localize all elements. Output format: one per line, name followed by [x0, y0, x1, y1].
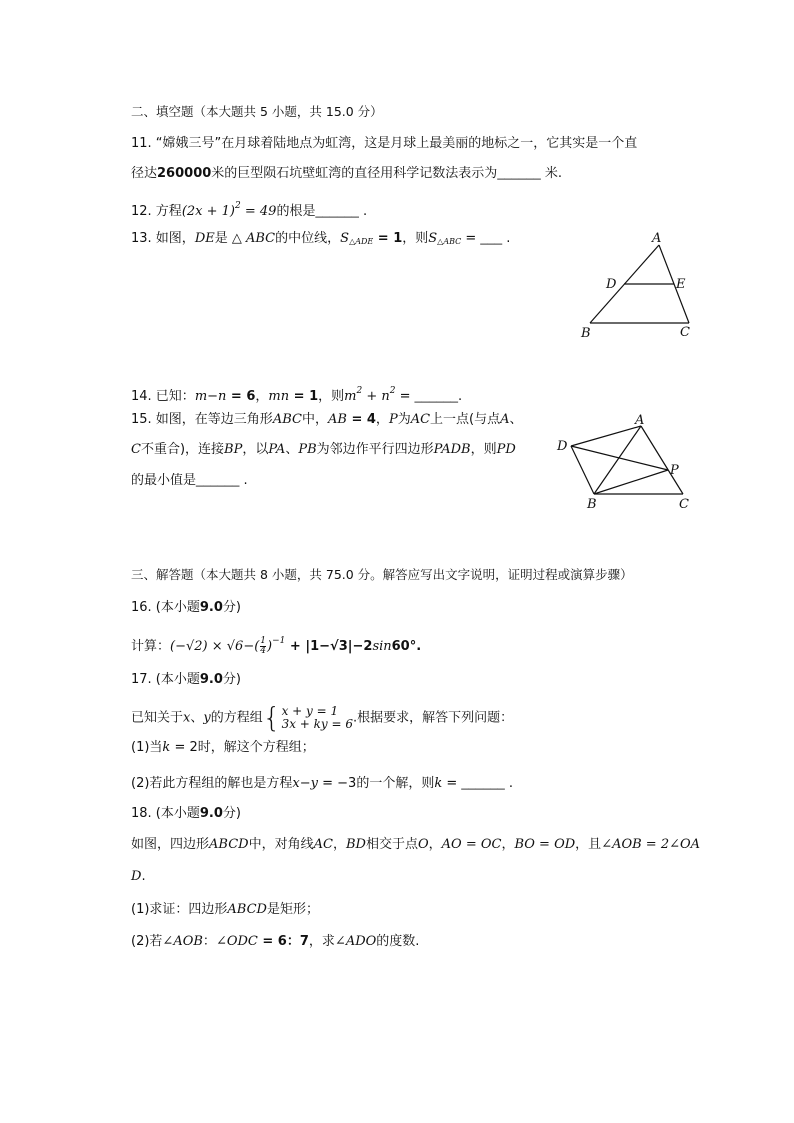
- text: .: [502, 231, 511, 246]
- text: 米.: [540, 166, 562, 181]
- math-text: ABC: [272, 412, 302, 427]
- text: 18. (本小题: [131, 806, 200, 821]
- math-text: ABC: [246, 231, 276, 246]
- text: + |1−√3|−2: [285, 639, 373, 654]
- text: 的一个解，则: [356, 776, 435, 791]
- fraction: [260, 637, 266, 656]
- text: 为: [397, 412, 411, 427]
- text: 17. (本小题: [131, 672, 200, 687]
- text: 中，: [301, 412, 328, 427]
- text: 、: [285, 442, 299, 457]
- math-text: AB: [327, 412, 347, 427]
- segment-da: [571, 426, 641, 446]
- text: 12. 方程: [131, 204, 182, 219]
- answer-blank[interactable]: ______: [196, 472, 240, 487]
- text: 、: [190, 710, 204, 726]
- math-text: x−y: [292, 776, 318, 791]
- math-text: y: [203, 710, 211, 726]
- label-p: P: [670, 463, 679, 478]
- segment-ab: [594, 426, 641, 494]
- label-e: E: [676, 277, 686, 292]
- q11-line2: [131, 165, 562, 182]
- math-text: k: [434, 776, 443, 791]
- text: 2: [389, 386, 396, 396]
- text: 11. “嫦娥三号”在月球着陆地点为虹湾，这是月球上最美丽的地标之一，它其实是一个直: [131, 136, 638, 151]
- text: = 6：7: [257, 934, 309, 949]
- label-c: C: [680, 325, 690, 340]
- math-text: ∠ODC: [215, 934, 258, 949]
- math-text: BP: [224, 442, 243, 457]
- equation-rows: [282, 705, 353, 731]
- label-d: D: [606, 277, 617, 292]
- text: = −3: [318, 776, 357, 791]
- text: = 1: [289, 389, 319, 404]
- math-text: (−√2) × √6−(: [170, 639, 260, 654]
- text: 的度数.: [376, 934, 420, 949]
- text: (2)若此方程组的解也是方程: [131, 776, 293, 791]
- math-text: m: [344, 389, 357, 404]
- math-text: ABCD: [227, 902, 267, 917]
- label-c: C: [679, 497, 689, 512]
- segment-dp: [571, 446, 668, 470]
- q15-line3: [131, 472, 248, 489]
- q15-parallelogram-figure: [555, 410, 695, 515]
- text: −1: [272, 636, 286, 646]
- q16-header: [131, 600, 241, 616]
- q18-header: [131, 806, 241, 822]
- text: = 6: [226, 389, 256, 404]
- math-text: BO = OD: [514, 837, 576, 852]
- text: △ABC: [437, 237, 462, 246]
- equation: x + y = 1: [281, 704, 339, 718]
- text: 相交于点: [365, 837, 418, 852]
- math-text: D: [131, 869, 142, 884]
- text: (1)当: [131, 740, 163, 755]
- text: 9.0: [199, 672, 223, 687]
- answer-blank[interactable]: ___: [480, 230, 503, 245]
- text: 60°.: [391, 639, 422, 654]
- math-text: ∠ADO: [334, 934, 377, 949]
- q15-line2: [131, 442, 516, 458]
- q13-triangle-figure: [575, 228, 700, 343]
- math-text: O: [417, 837, 429, 852]
- text: 是矩形；: [266, 902, 319, 917]
- q11-line1: [131, 136, 637, 152]
- text: 16. (本小题: [131, 600, 200, 615]
- label-d: D: [557, 439, 568, 454]
- text: ，则: [318, 389, 345, 404]
- math-text: C: [131, 442, 141, 457]
- math-text: sin: [372, 639, 392, 654]
- math-text: P: [388, 412, 398, 427]
- math-text: DE: [194, 231, 215, 246]
- text: ，: [375, 412, 389, 427]
- q18-body1: [131, 837, 700, 853]
- text: 计算：: [131, 639, 171, 654]
- text: ，且: [575, 837, 602, 852]
- text: .: [239, 473, 248, 488]
- math-text: = 49: [240, 204, 277, 219]
- math-text: n: [381, 389, 390, 404]
- text: ，求: [308, 934, 335, 949]
- q18-body2: [131, 869, 146, 885]
- segment-db: [571, 446, 594, 494]
- text: =: [442, 776, 462, 791]
- math-text: k: [162, 740, 171, 755]
- math-text: +: [362, 389, 382, 404]
- text: 分): [222, 600, 241, 615]
- section-2-heading: [131, 104, 383, 120]
- text: 米的巨型陨石坑壁虹湾的直径用科学记数法表示为: [211, 166, 498, 181]
- text: 260000: [157, 166, 212, 181]
- math-text: PB: [298, 442, 317, 457]
- text: = 1: [373, 231, 403, 246]
- segment-bp: [594, 470, 668, 494]
- text: 为邻边作平行四边形: [316, 442, 434, 457]
- text: 不重合)，连接: [140, 442, 225, 457]
- text: .: [358, 204, 368, 219]
- text: 上一点(与点: [430, 412, 501, 427]
- q16-body: [131, 633, 421, 656]
- math-text: AO = OC: [441, 837, 502, 852]
- text: ：: [202, 934, 216, 949]
- text: 的最小值是: [131, 473, 197, 488]
- q17-part1: [131, 740, 315, 756]
- text: ，则: [402, 231, 429, 246]
- math-text: x: [183, 710, 191, 726]
- math-text: m−n: [194, 389, 227, 404]
- segment-ac: [641, 426, 683, 494]
- label-a: A: [652, 231, 662, 246]
- text: ，: [501, 837, 515, 852]
- label-a: A: [635, 413, 645, 428]
- answer-blank[interactable]: ______: [315, 203, 359, 218]
- text: 二、填空题（本大题共 5 小题，共 15.0 分）: [131, 104, 383, 119]
- text: 三、解答题（本大题共 8 小题，共 75.0 分。解答应写出文字说明，证明过程或演算步骤）: [131, 567, 633, 582]
- text: 的方程组: [210, 710, 263, 726]
- text: 、: [509, 412, 523, 427]
- label-b: B: [587, 497, 597, 512]
- equation: 3x + ky = 6: [281, 717, 354, 731]
- label-b: B: [581, 326, 591, 341]
- text: 9.0: [199, 600, 223, 615]
- text: 分): [222, 672, 241, 687]
- q14: [131, 383, 462, 405]
- answer-blank[interactable]: ______: [414, 388, 459, 403]
- text: 如图，四边形: [131, 837, 210, 852]
- math-text: ∠AOB = 2∠OA: [601, 837, 701, 852]
- text: 已知关于: [131, 710, 184, 726]
- math-text: mn: [268, 389, 290, 404]
- answer-blank[interactable]: ______: [461, 775, 505, 790]
- math-text: (2x + 1): [181, 204, 235, 219]
- q18-part1: [131, 902, 319, 918]
- text: 的根是: [276, 204, 316, 219]
- text: .根据要求，解答下列问题：: [353, 710, 514, 726]
- text: △ADE: [349, 237, 374, 246]
- math-text: ): [267, 639, 273, 654]
- math-text: S: [340, 231, 350, 246]
- text: ，: [332, 837, 346, 852]
- text: 2: [235, 201, 241, 211]
- text: ，: [428, 837, 442, 852]
- text: (1)求证：四边形: [131, 902, 228, 917]
- text: 15. 如图，在等边三角形: [131, 412, 273, 427]
- text: 是 △: [214, 231, 246, 246]
- text: .: [458, 389, 463, 404]
- text: ，则: [470, 442, 497, 457]
- math-text: ∠AOB: [162, 934, 203, 949]
- math-text: PD: [496, 442, 516, 457]
- text: 的中位线，: [275, 231, 341, 246]
- math-text: S: [428, 231, 438, 246]
- q17-body: [131, 701, 514, 734]
- section-3-heading: [131, 567, 633, 583]
- q12: [131, 198, 367, 220]
- q18-part2: [131, 934, 419, 950]
- brace-icon: {: [262, 701, 281, 734]
- text: 中，对角线: [248, 837, 314, 852]
- math-text: PADB: [433, 442, 471, 457]
- q15-line1: [131, 412, 523, 428]
- text: =: [461, 231, 481, 246]
- text: ，以: [242, 442, 269, 457]
- text: .: [504, 776, 514, 791]
- math-text: ABCD: [209, 837, 249, 852]
- text: 分): [222, 806, 241, 821]
- q13: [131, 230, 510, 250]
- text: = 4: [346, 412, 376, 427]
- answer-blank[interactable]: ______: [497, 165, 541, 180]
- text: 14. 已知：: [131, 389, 195, 404]
- math-text: PA: [268, 442, 286, 457]
- math-text: BD: [345, 837, 366, 852]
- text: = 2: [170, 740, 198, 755]
- math-text: A: [500, 412, 510, 427]
- text: 时，解这个方程组；: [197, 740, 315, 755]
- q17-part2: [131, 775, 513, 792]
- q17-header: [131, 672, 241, 688]
- text: 9.0: [199, 806, 223, 821]
- math-text: AC: [313, 837, 333, 852]
- text: 2: [356, 386, 363, 396]
- text: 径达: [131, 166, 158, 181]
- math-text: AC: [410, 412, 431, 427]
- text: =: [395, 389, 415, 404]
- text: 13. 如图，: [131, 231, 195, 246]
- denominator: 4: [260, 646, 267, 656]
- text: ，: [255, 389, 269, 404]
- equation-system: [262, 701, 354, 734]
- numerator: 1: [260, 636, 267, 646]
- text: (2)若: [131, 934, 163, 949]
- text: .: [141, 869, 146, 884]
